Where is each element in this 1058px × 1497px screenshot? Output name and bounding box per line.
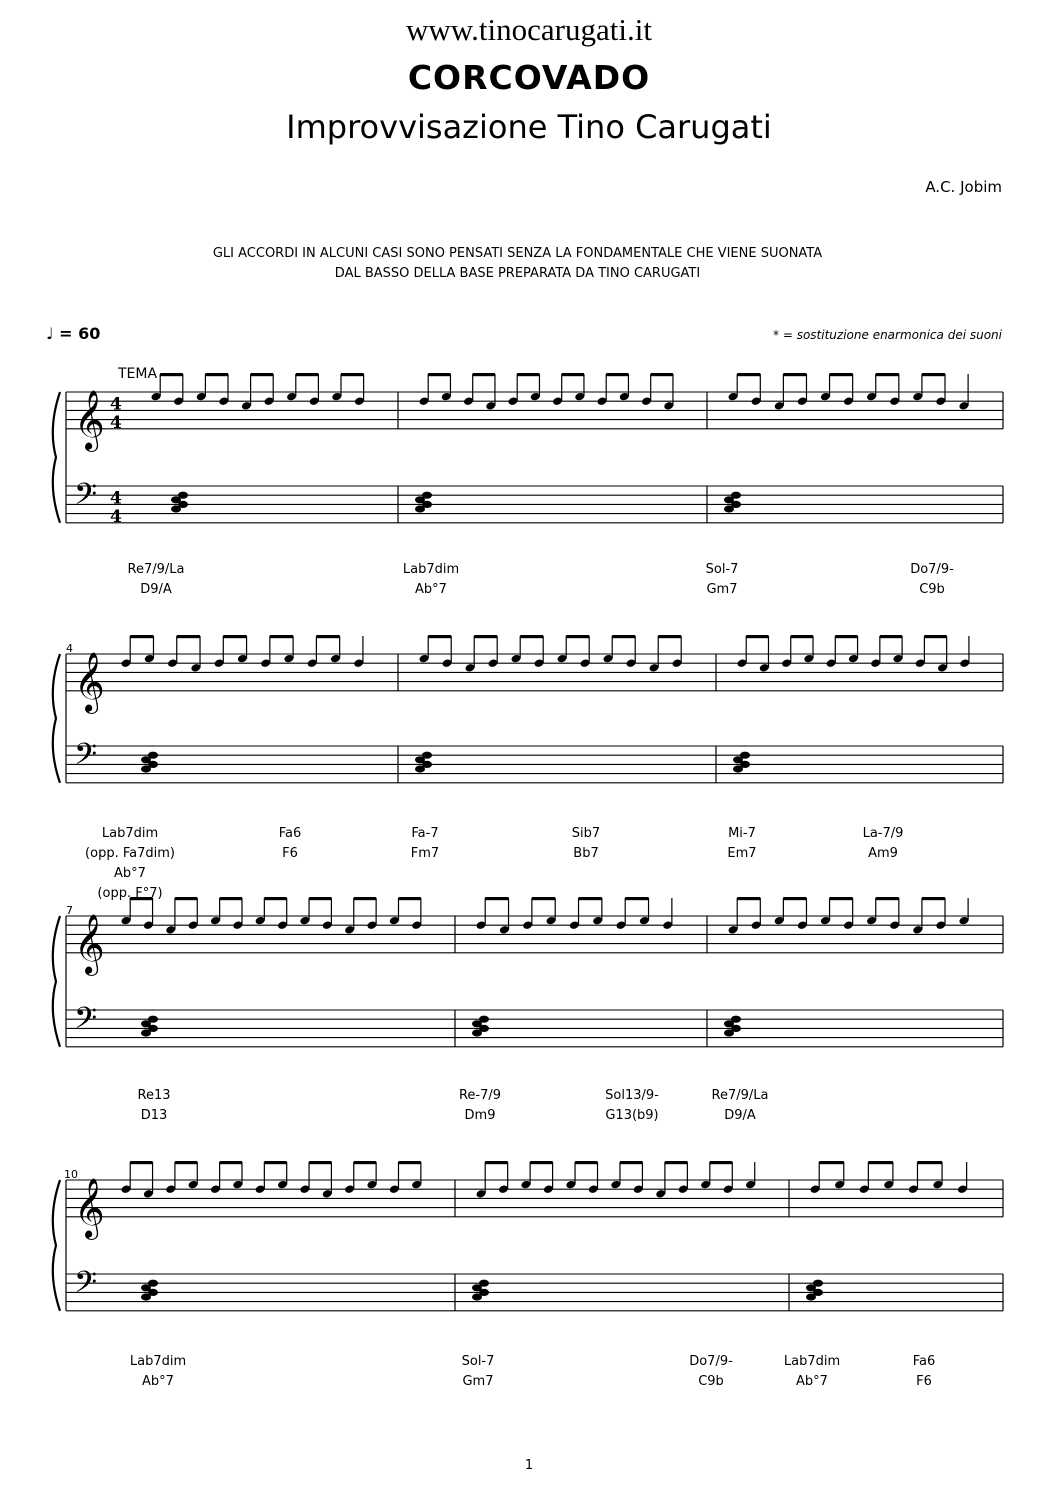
chord-note-head [731, 492, 741, 499]
note-beam [658, 635, 681, 638]
chord-note-head [422, 752, 432, 759]
chord-symbol: Fa6 F6 [278, 826, 302, 861]
bass-clef-icon: 𝄢 [74, 1265, 98, 1307]
chord-symbol: Sib7 Bb7 [571, 826, 601, 861]
note-beam [398, 1161, 420, 1164]
composer-name: A.C. Jobim [925, 178, 1002, 196]
website-url: www.tinocarugati.it [406, 12, 652, 47]
note-beam [223, 635, 246, 638]
chord-note-head [479, 1016, 489, 1023]
chord-note-head [479, 1280, 489, 1287]
note-beam [160, 373, 183, 376]
note-beam [270, 635, 293, 638]
note-beam [876, 373, 899, 376]
measure-number-4: 4 [66, 642, 73, 655]
piece-subtitle: Improvvisazione Tino Carugati [286, 108, 772, 146]
note-beam [924, 635, 946, 638]
note-beam [665, 1161, 687, 1164]
note-beam [532, 897, 555, 900]
brace [53, 1180, 60, 1311]
grand-staff [53, 1178, 1003, 1311]
chord-symbol: Mi-7 Em7 [727, 826, 757, 861]
note-beam [398, 897, 420, 900]
note-beam [791, 635, 813, 638]
note-beam [354, 897, 376, 900]
bass-clef-icon: 𝄢 [74, 1001, 98, 1043]
note-beam [562, 373, 584, 376]
section-label: TEMA [118, 366, 158, 382]
bass-clef-icon: 𝄢 [74, 477, 98, 519]
bass-clef-icon: 𝄢 [74, 737, 98, 779]
note-beam [316, 635, 339, 638]
note-beam [309, 1161, 331, 1164]
chord-note-head [731, 1016, 741, 1023]
note-beam [264, 897, 286, 900]
note-beam [220, 897, 242, 900]
note-beam [606, 373, 628, 376]
chord-symbol: La-7/9 Am9 [862, 826, 904, 861]
note-beam [341, 373, 364, 376]
note-beam [566, 635, 589, 638]
treble-clef-icon: 𝄞 [74, 389, 105, 450]
note-beam [354, 1161, 376, 1164]
note-beam [783, 897, 806, 900]
chord-symbol: Sol13/9- G13(b9) [605, 1088, 659, 1123]
chord-note-head [740, 752, 750, 759]
note-beam [473, 373, 495, 376]
chord-symbol: Lab7dim Ab°7 [783, 1354, 841, 1389]
chord-note-head [148, 1280, 158, 1287]
chord-note-head [422, 492, 432, 499]
note-beam [251, 373, 274, 376]
note-beam [922, 373, 945, 376]
performance-note-line-2: DAL BASSO DELLA BASE PREPARATA DA TINO CARUGATI [334, 266, 701, 281]
note-beam [651, 373, 673, 376]
note-beam [783, 373, 806, 376]
note-beam [922, 897, 945, 900]
note-beam [530, 1161, 552, 1164]
chord-symbol: Lab7dim Ab°7 [129, 1354, 187, 1389]
note-beam [428, 635, 451, 638]
note-beam [175, 1161, 197, 1164]
note-beam [737, 897, 760, 900]
time-signature-numerator: 4 [110, 488, 122, 509]
note-beam [625, 897, 648, 900]
time-signature-denominator: 4 [110, 412, 122, 433]
note-beam [612, 635, 635, 638]
note-beam [579, 897, 602, 900]
note-beam [620, 1161, 642, 1164]
chord-note-head [178, 492, 188, 499]
chord-symbol: Do7/9- C9b [910, 562, 954, 597]
note-beam [130, 635, 153, 638]
note-beam [309, 897, 331, 900]
note-beam [428, 373, 450, 376]
note-beam [868, 1161, 893, 1164]
chord-symbol: Fa-7 Fm7 [410, 826, 440, 861]
chord-symbol: Re13 D13 [137, 1088, 171, 1123]
note-beam [296, 373, 319, 376]
grand-staff [53, 652, 1003, 783]
note-beam [520, 635, 543, 638]
measure-number-7: 7 [66, 904, 73, 917]
note-beam [835, 635, 857, 638]
chord-symbol: Sol-7 Gm7 [461, 1354, 495, 1389]
note-beam [917, 1161, 942, 1164]
tempo-marking: ♩ = 60 [46, 324, 101, 343]
grand-staff [53, 390, 1003, 527]
chord-symbol: Re7/9/La D9/A [711, 1088, 769, 1123]
grand-staff [53, 914, 1003, 1047]
time-signature-denominator: 4 [110, 506, 122, 527]
chord-note-head [148, 1016, 158, 1023]
note-beam [175, 897, 197, 900]
brace [53, 654, 60, 783]
chord-symbol: Re-7/9 Dm9 [458, 1088, 502, 1123]
chord-note-head [813, 1280, 823, 1287]
note-beam [746, 635, 768, 638]
enharmonic-legend: * = sostituzione enarmonica dei suoni [773, 328, 1002, 342]
chord-symbol: Do7/9- C9b [689, 1354, 733, 1389]
brace [53, 916, 60, 1047]
note-beam [819, 1161, 844, 1164]
note-beam [485, 1161, 507, 1164]
performance-note-line-1: GLI ACCORDI IN ALCUNI CASI SONO PENSATI SENZA LA FONDAMENTALE CHE VIENE SUONATA [212, 246, 823, 261]
chord-symbol: Lab7dim (opp. Fa7dim) Ab°7 (opp. F°7) [85, 826, 175, 901]
note-beam [737, 373, 760, 376]
note-beam [130, 1161, 152, 1164]
note-beam [710, 1161, 732, 1164]
piece-title: CORCOVADO [407, 58, 651, 97]
time-signature-numerator: 4 [110, 394, 122, 415]
note-beam [517, 373, 539, 376]
measure-number-10: 10 [64, 1168, 78, 1181]
note-beam [880, 635, 902, 638]
note-beam [205, 373, 228, 376]
treble-clef-icon: 𝄞 [74, 1177, 105, 1238]
note-beam [474, 635, 497, 638]
treble-clef-icon: 𝄞 [74, 651, 105, 712]
chord-symbol: Lab7dim Ab°7 [402, 562, 460, 597]
treble-clef-icon: 𝄞 [74, 913, 105, 974]
note-beam [177, 635, 200, 638]
note-beam [876, 897, 899, 900]
note-beam [220, 1161, 242, 1164]
brace [53, 392, 60, 523]
chord-symbol: Re7/9/La D9/A [127, 562, 185, 597]
note-beam [485, 897, 508, 900]
note-beam [830, 373, 853, 376]
chord-note-head [148, 752, 158, 759]
note-beam [830, 897, 853, 900]
chord-symbol: Fa6 F6 [912, 1354, 936, 1389]
note-beam [264, 1161, 286, 1164]
page-number: 1 [524, 1458, 534, 1473]
note-beam [575, 1161, 597, 1164]
chord-symbol: Sol-7 Gm7 [705, 562, 739, 597]
